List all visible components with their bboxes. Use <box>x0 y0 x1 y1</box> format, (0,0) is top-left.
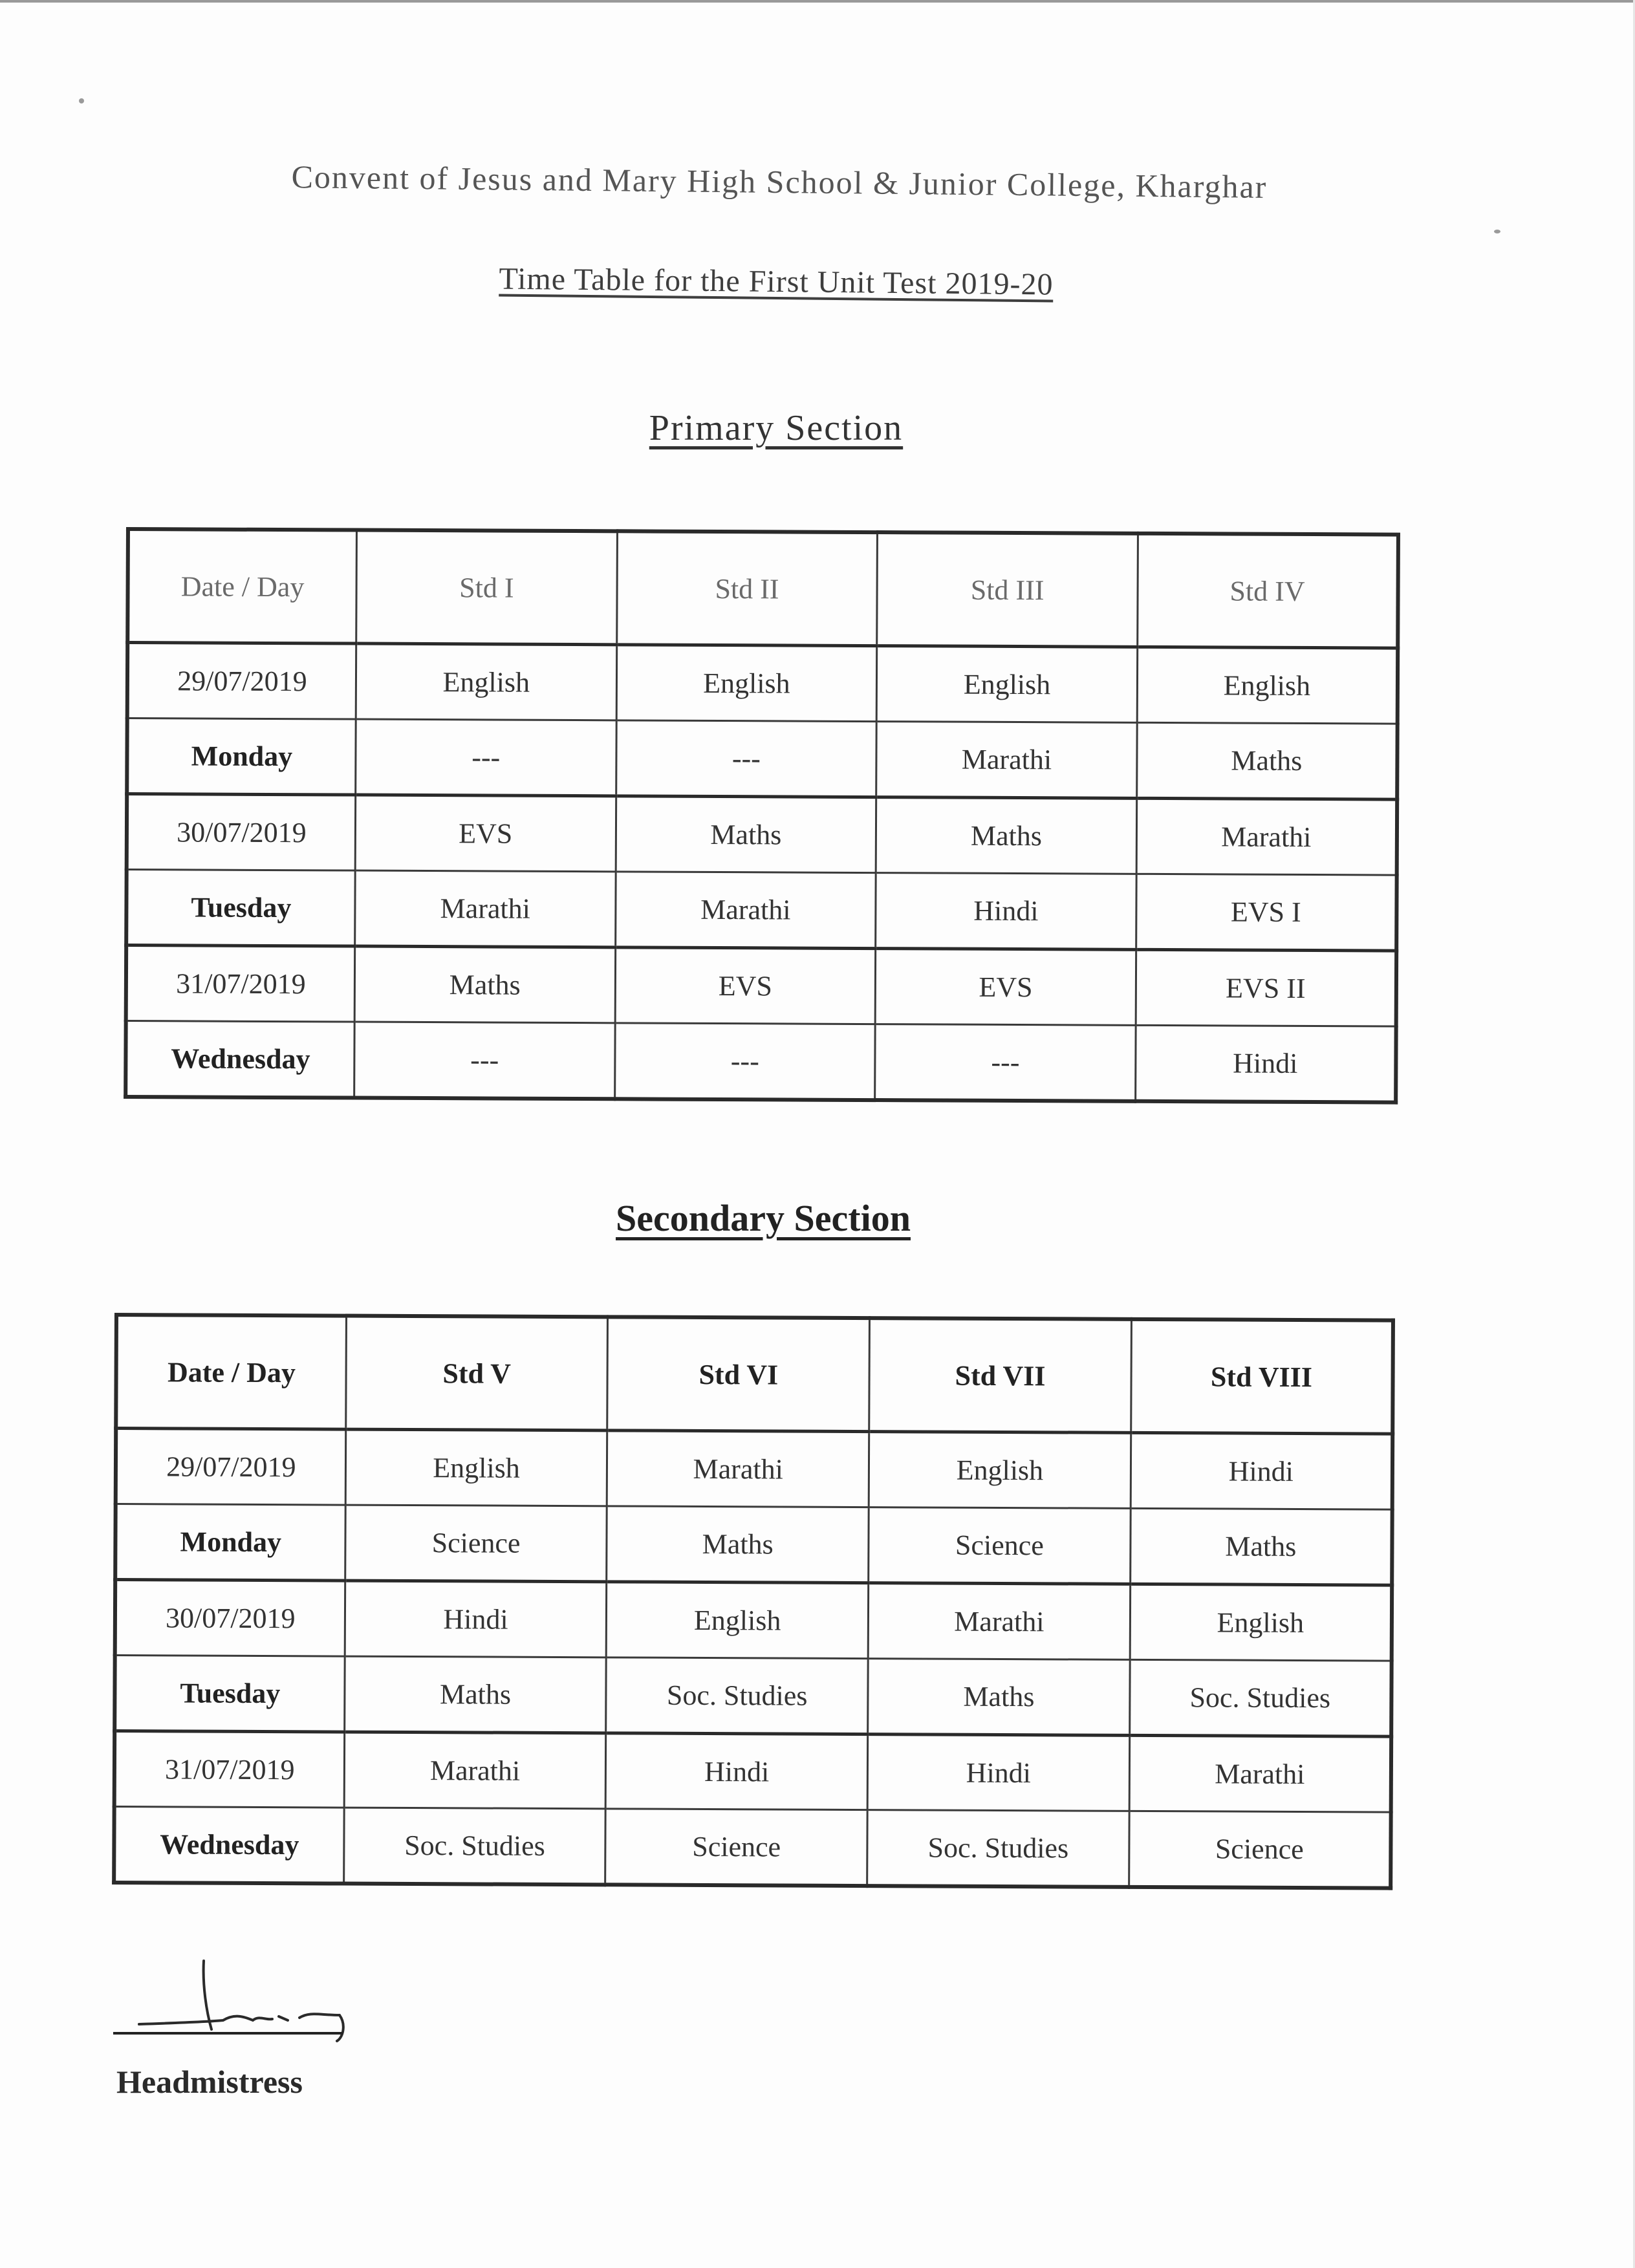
subject-cell: Hindi <box>1135 1025 1396 1102</box>
subject-cell: EVS II <box>1136 949 1396 1026</box>
subject-cell: Marathi <box>344 1732 606 1809</box>
column-header: Std VI <box>607 1317 869 1431</box>
subject-cell: English <box>607 1582 869 1659</box>
school-name: Convent of Jesus and Mary High School & Junior College, Kharghar <box>291 158 1268 205</box>
table-row <box>116 1429 1392 1510</box>
subject-cell: Maths <box>344 1656 606 1733</box>
subject-cell: Hindi <box>606 1733 868 1810</box>
primary-section-heading: Primary Section <box>649 408 904 448</box>
subject-cell: Maths <box>616 796 876 873</box>
primary-timetable <box>124 527 1400 1105</box>
subject-cell: Soc. Studies <box>867 1810 1129 1887</box>
subject-cell: English <box>876 646 1137 723</box>
subject-cell: Marathi <box>876 722 1137 799</box>
day-cell: Wednesday <box>114 1807 344 1884</box>
column-header: Std III <box>877 532 1138 647</box>
date-cell: 29/07/2019 <box>127 643 356 720</box>
table-row <box>114 1731 1391 1813</box>
subject-cell: Soc. Studies <box>343 1808 605 1885</box>
date-cell: 31/07/2019 <box>114 1731 345 1808</box>
subject-cell: --- <box>356 719 616 796</box>
table-row <box>114 1807 1391 1888</box>
secondary-timetable <box>112 1313 1395 1890</box>
subject-cell: Soc. Studies <box>1129 1659 1391 1736</box>
subject-cell: Marathi <box>1129 1735 1391 1812</box>
column-header: Std V <box>346 1316 608 1431</box>
scan-speck <box>1494 230 1500 233</box>
subject-cell: Hindi <box>1131 1432 1392 1509</box>
subject-cell: Marathi <box>868 1583 1130 1660</box>
subject-cell: --- <box>614 1023 875 1100</box>
subject-cell: Science <box>869 1507 1131 1584</box>
subject-cell: Marathi <box>355 870 616 947</box>
scan-speck <box>79 98 84 103</box>
table-header-row <box>116 1315 1393 1434</box>
subject-cell: Maths <box>1130 1508 1392 1585</box>
subject-cell: --- <box>616 720 876 797</box>
subject-cell: Maths <box>868 1659 1130 1736</box>
day-cell: Wednesday <box>125 1021 354 1098</box>
table-row <box>115 1580 1392 1661</box>
subject-cell: EVS <box>875 949 1136 1026</box>
subject-cell: Hindi <box>867 1734 1129 1811</box>
subject-cell: Science <box>605 1809 867 1886</box>
top-edge-rule <box>0 0 1635 3</box>
signatory-label: Headmistress <box>116 2064 303 2100</box>
subject-cell: English <box>1137 647 1398 724</box>
day-cell: Monday <box>127 718 356 795</box>
secondary-section-heading: Secondary Section <box>616 1197 911 1239</box>
date-cell: 29/07/2019 <box>116 1429 346 1506</box>
document-title: Time Table for the First Unit Test 2019-20 <box>499 261 1054 302</box>
subject-cell: English <box>1130 1584 1392 1661</box>
subject-cell: English <box>345 1429 607 1506</box>
subject-cell: EVS I <box>1136 874 1397 951</box>
subject-cell: EVS <box>355 795 616 872</box>
subject-cell: Soc. Studies <box>606 1658 868 1734</box>
subject-cell: English <box>356 643 616 720</box>
column-header: Date / Day <box>127 529 356 643</box>
subject-cell: Hindi <box>345 1581 607 1658</box>
table-row <box>127 718 1397 800</box>
column-header: Std VII <box>869 1318 1131 1432</box>
date-cell: 31/07/2019 <box>126 945 355 1022</box>
date-cell: 30/07/2019 <box>115 1580 345 1657</box>
table-row <box>127 643 1398 724</box>
subject-cell: EVS <box>615 947 876 1024</box>
column-header: Std IV <box>1138 534 1398 648</box>
subject-cell: Maths <box>1137 722 1398 799</box>
table-row <box>126 945 1396 1027</box>
day-cell: Tuesday <box>114 1656 345 1733</box>
subject-cell: Maths <box>607 1506 869 1583</box>
table-row <box>114 1656 1391 1737</box>
subject-cell: Maths <box>876 797 1136 874</box>
subject-cell: --- <box>875 1024 1136 1101</box>
column-header: Std II <box>616 531 877 645</box>
table-row <box>126 870 1396 951</box>
day-cell: Tuesday <box>126 870 355 947</box>
subject-cell: Maths <box>354 946 615 1023</box>
table-row <box>125 1021 1396 1103</box>
day-cell: Monday <box>115 1504 345 1581</box>
subject-cell: Science <box>1129 1811 1391 1888</box>
subject-cell: --- <box>354 1022 615 1099</box>
subject-cell: Hindi <box>876 873 1136 950</box>
subject-cell: Marathi <box>607 1431 869 1507</box>
subject-cell: Marathi <box>615 872 876 949</box>
subject-cell: English <box>869 1432 1131 1509</box>
subject-cell: Science <box>345 1505 607 1582</box>
signature-line <box>113 2032 343 2035</box>
table-header-row <box>127 529 1398 648</box>
handwritten-signature <box>126 1953 385 2044</box>
subject-cell: Marathi <box>1136 798 1397 875</box>
column-header: Date / Day <box>116 1315 346 1429</box>
column-header: Std VIII <box>1131 1319 1392 1434</box>
subject-cell: English <box>616 645 877 722</box>
column-header: Std I <box>356 530 617 645</box>
table-row <box>127 794 1397 876</box>
date-cell: 30/07/2019 <box>127 794 356 871</box>
table-row <box>115 1504 1392 1586</box>
